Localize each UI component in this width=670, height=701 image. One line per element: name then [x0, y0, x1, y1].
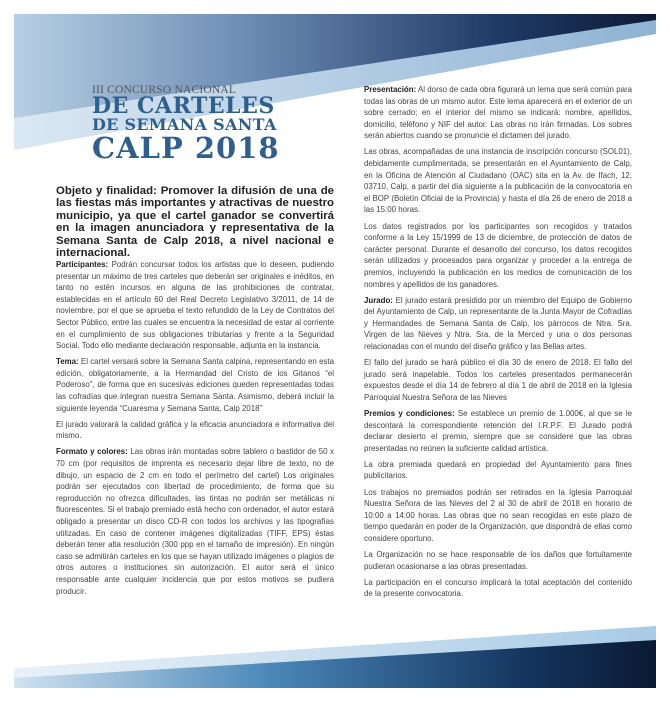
jurado-paragraph [364, 295, 632, 353]
presentacion-label: Presentación: [364, 85, 417, 94]
title-line-1: DE CARTELES [92, 93, 275, 119]
premios-text: Se establece un premio de 1.000€, al que se le descontará la correspondiente retención del I.R.P.F. El Jurado podrá declarar desierto el premio, siempre que se considere que las obras presentadas no reúnen la suficiente calidad artística. [364, 408, 632, 453]
tema-label: Tema: [56, 357, 79, 367]
fallo-paragraph: El fallo del jurado se hará público el día 30 de enero de 2018. El fallo del jurado será inapelable. Todos los carteles presentados permanecerán expuestos desde el día 14 de febrero al día 1 de abril de 2018 en la Iglesia Parroquial Nuestra Señora de las Nieves [364, 358, 632, 402]
right-column [364, 84, 632, 604]
formato-label: Formato y colores: [56, 447, 128, 457]
tema-text: El cartel versará sobre la Semana Santa calpina, representando en esta edición, obligatoriamente, a la Hermandad del Cristo de los Gitanos “el Poderoso”, de forma que en sucesivas ediciones queden representadas todas las cofradías que integran nuestra Semana Santa. Asimismo, deberá incluir la siguiente leyenda “Cuaresma y Semana Santa, Calp 2018” [56, 357, 334, 413]
participantes-paragraph [56, 259, 334, 352]
formato-text: Las obras irán montadas sobre tablero o bastidor de 50 x 70 cm (por requisitos de imprenta es necesario dejar libre de texto, no de dibujo, un espacio de 2 cm en todo el perímetro del cartel) Los originales podrán ser ejecutados con libertad de procedimiento, de forma que su reproducción no ofrezca dificultades, las tintas no podrán ser metálicas ni fluorescentes. Si el trabajo premiado está hecho con ordenador, el autor estará obligado a presentar un disco CD-R con todos los archivos y las tipografías utilizadas. En caso de contener imágenes digitalizadas (TIFF, EPS) éstas deberán tener alta resolución (300 ppp en el tamaño de impresión). En ningún caso se admitirán carteles en los que se hayan utilizado imágenes o plagios de otros autores o instituciones sin autorización. El autor será el único responsable ante cualquier incidencia que por estos motivos se pudiera producir. [56, 447, 334, 596]
presentacion-text: Al dorso de cada obra figurará un lema que será común para todas las obras de un mismo autor. Este lema aparecerá en el exterior de un sobre cerrado; en el interior del mismo se indicará: nombre, apellidos, domicilio, teléfono y NIF del autor. Las obras no irán firmadas. Los sobres serán abiertos cuando se pronuncie el dictamen del jurado. [364, 85, 632, 141]
objective-paragraph: Objeto y finalidad: Promover la difusión de una de las fiestas más importantes y atractivas de nuestro municipio, ya que el cartel ganador se convertirá en la imagen anunciadora y representativa de la Semana Santa de Calp 2018, a nivel nacional e internacional. [56, 185, 334, 260]
retirada-paragraph: Los trabajos no premiados podrán ser retirados en la Iglesia Parroquial Nuestra Señora de las Nieves del 2 al 30 de abril de 2018 en horario de 10:00 a 14:00 horas. Las obras que no sean recogidas en este plazo de tiempo quedarán en poder de la Organización, que dispondrá de ellas como considere oportuno. [364, 487, 632, 543]
participantes-text: Podrán concursar todos los artistas que lo deseen, pudiendo presentar un máximo de tres carteles que deberán ser originales e inéditos, en tanto no estén incursos en alguna de las prohibiciones de contratar, establecidas en el artículo 60 del Real Decreto Legislativo 3/2011, de 14 de noviembre, por el que se aprueba el texto refundido de la Ley de Contratos del Sector Público, entre las cuales se encuentra la necesidad de estar al corriente en el cumplimiento de sus obligaciones tributarias y frente a la Seguridad Social. Todo ello mediante declaración responsable, adjunta en la instancia. [56, 260, 334, 351]
title-line-2: DE SEMANA SANTA [92, 115, 277, 134]
aceptacion-paragraph: La participación en el concurso implicará la total aceptación del contenido de la presente convocatoria. [364, 577, 632, 599]
jurado-label: Jurado: [364, 295, 393, 305]
title-line-3: CALP 2018 [92, 131, 280, 165]
propiedad-paragraph: La obra premiada quedará en propiedad del Ayuntamiento para fines publicitarios. [364, 459, 632, 481]
formato-paragraph [56, 446, 334, 597]
participantes-label: Participantes: [56, 260, 109, 269]
jurado-valorara-paragraph: El jurado valorará la calidad gráfica y la eficacia anunciadora e informativa del mismo. [56, 419, 334, 441]
tema-paragraph [56, 356, 334, 414]
obras-paragraph: Las obras, acompañadas de una instancia de inscripción concurso (SOL01), debidamente cumplimentada, se presentarán en el Ayuntamiento de Calp, en la Oficina de Atención al Ciudadano (OAC) sita en la Av. de Ifach, 12, 03710, Calp, a partir del día siguiente a la publicación de la convocatoria en el BOP (Boletín Oficial de la Provincia) y hasta el día 26 de enero de 2018 a las 15:00 horas. [364, 147, 632, 215]
contest-title [92, 84, 322, 163]
jurado-text: El jurado estará presidido por un miembro del Equipo de Gobierno del Ayuntamiento de Calp, un representante de la Junta Mayor de Cofradías y Hermandades de Semana Santa de Calp, los párrocos de Ntra. Sra. Virgen de las Nieves y Ntra. Sra. de la Merced y una o dos personas relacionadas con el mundo del diseño gráfico y las Bellas artes. [364, 295, 632, 351]
premios-paragraph [364, 408, 632, 454]
datos-paragraph: Los datos registrados por los participantes son recogidos y tratados conforme a la Ley 15/1999 de 13 de diciembre, de protección de datos de carácter personal. Durante el desarrollo del concurso, los datos recogidos serán utilizados y procesados para organizar y proceder a la entrega de premios, incluyendo la publicación en los medios de comunicación de los nombres y apellidos de los ganadores. [364, 221, 632, 289]
danos-paragraph: La Organización no se hace responsable de los daños que fortuitamente pudieran ocasionarse a las obras presentadas. [364, 549, 632, 571]
title-pre: III CONCURSO NACIONAL [92, 84, 237, 96]
presentacion-paragraph [364, 84, 632, 142]
premios-label: Premios y condiciones: [364, 408, 455, 418]
left-column [56, 259, 334, 602]
